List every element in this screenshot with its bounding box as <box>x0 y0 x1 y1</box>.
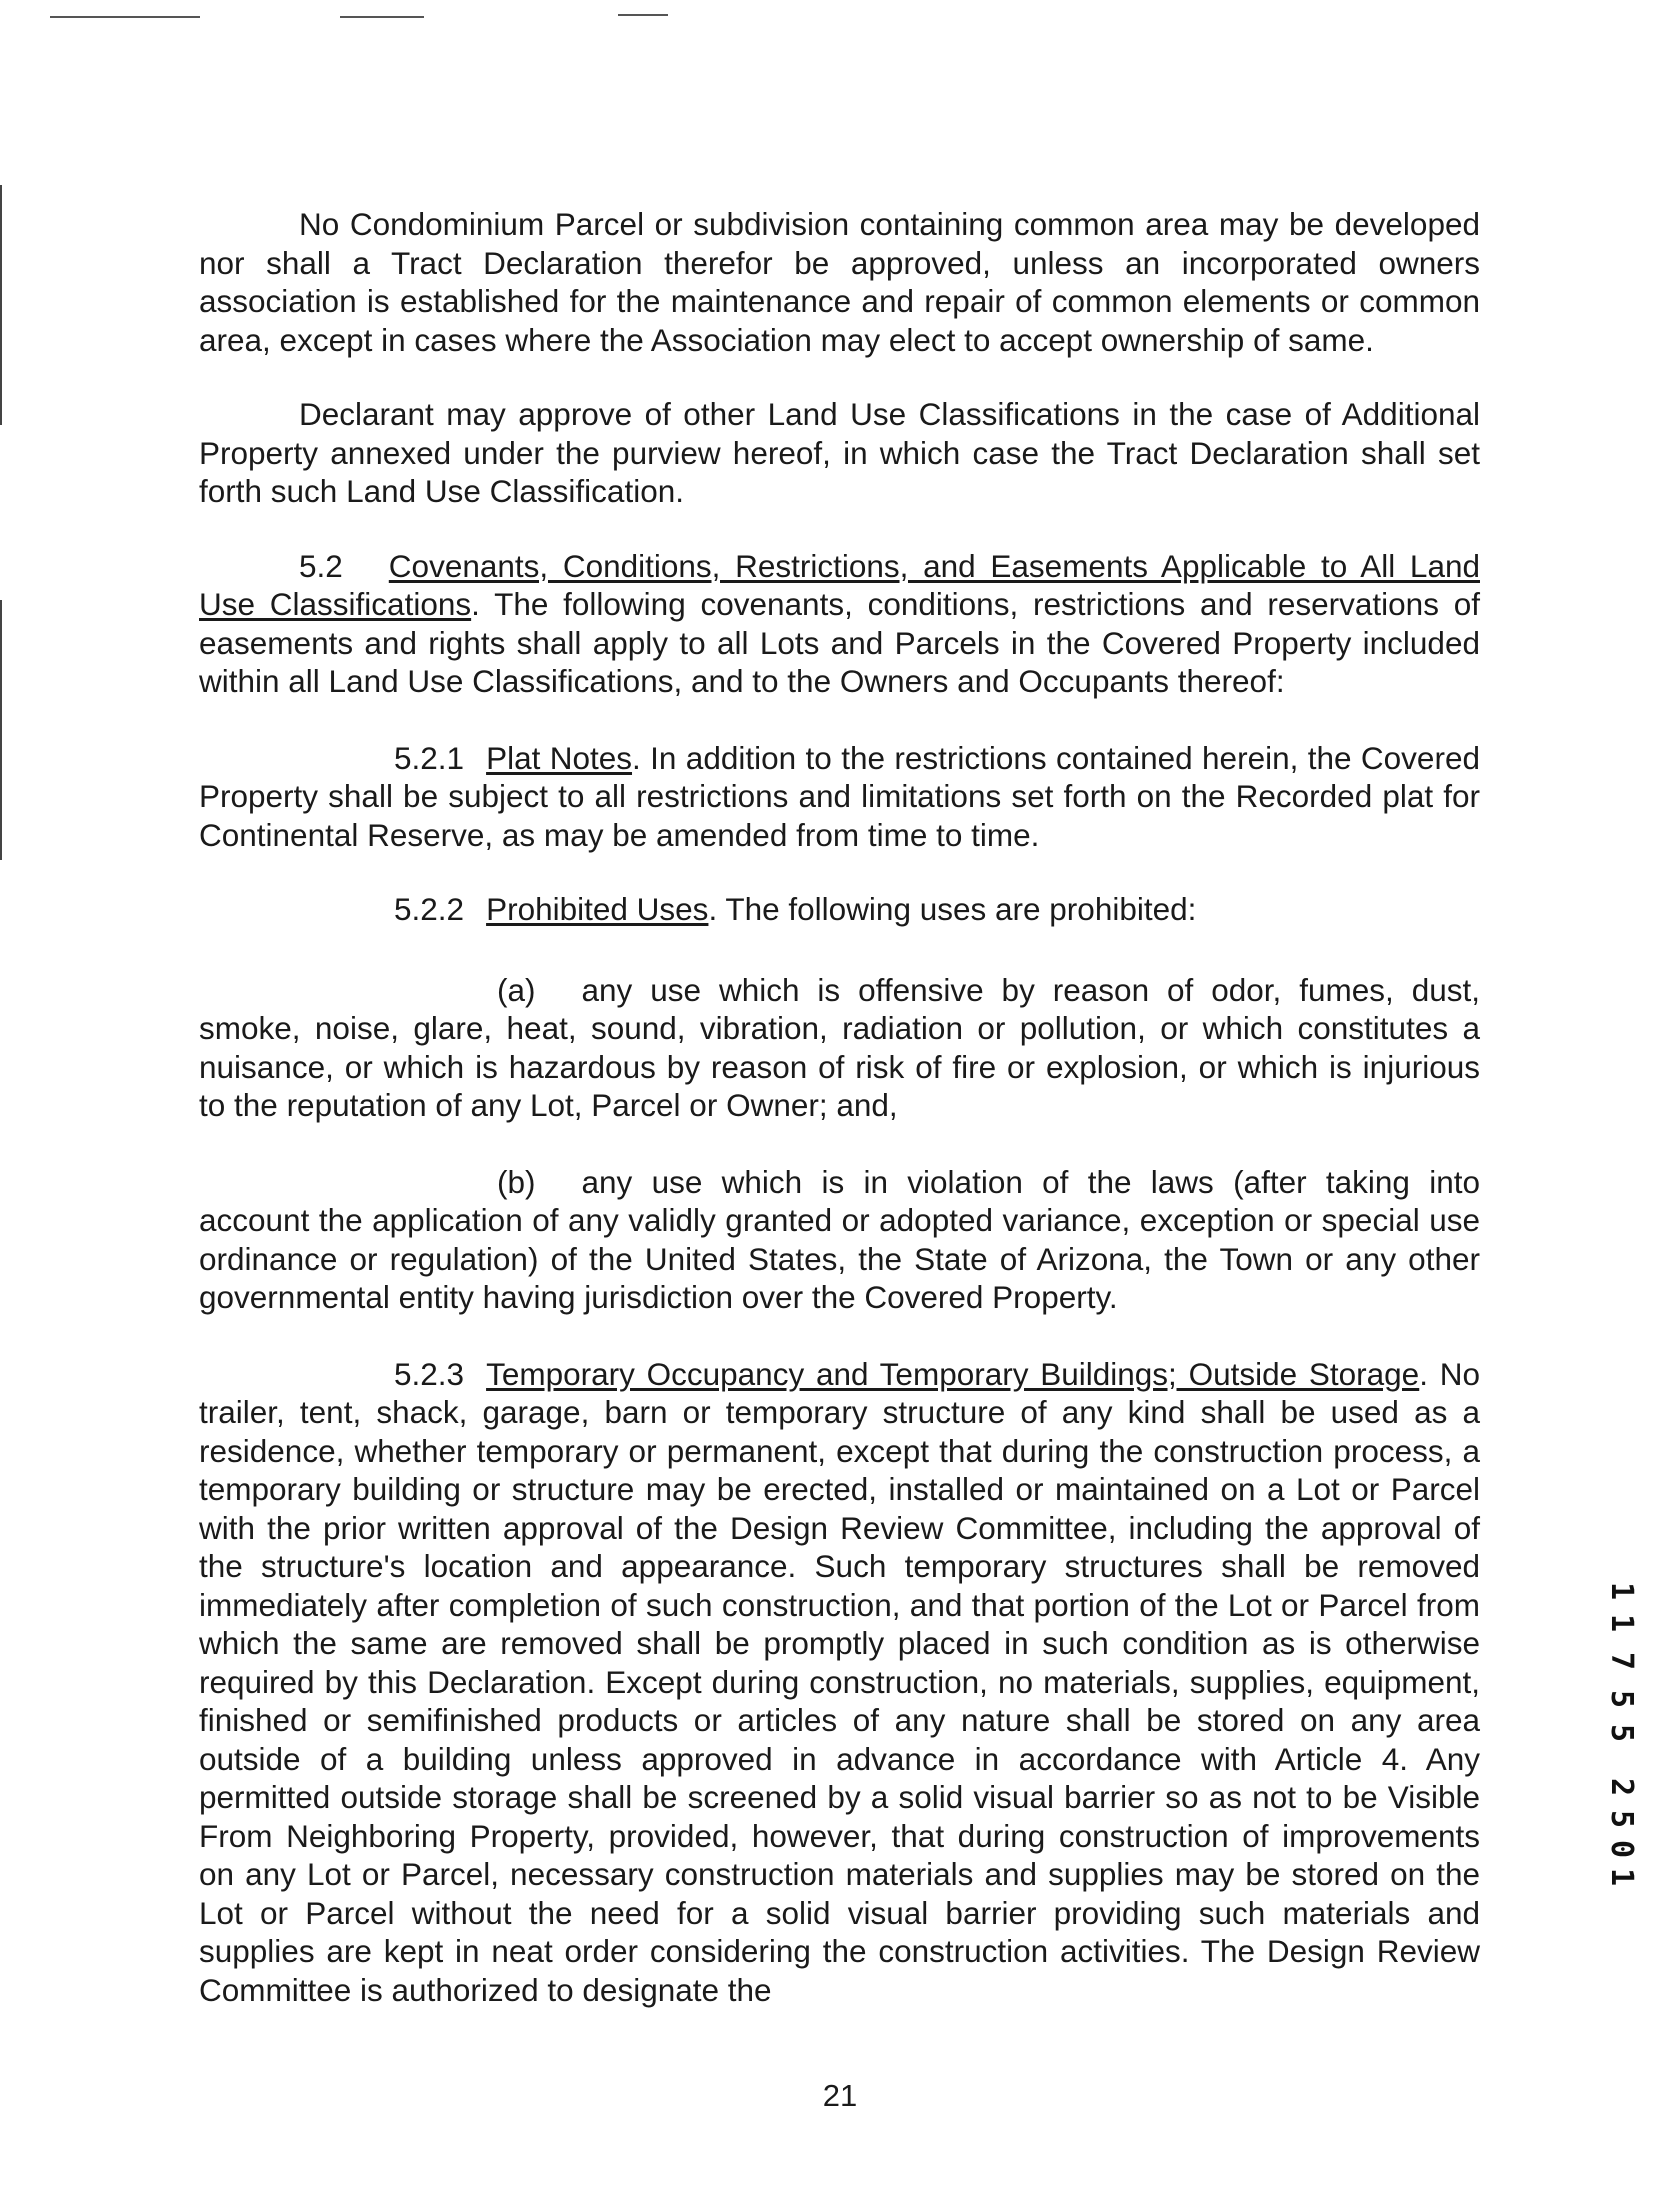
stamp-digit: 2 <box>1604 1777 1639 1797</box>
section-5-2-2 <box>199 890 1480 929</box>
section-text: . The following covenants, conditions, restrictions and reservations of easements and rights shall apply to all Lots and Parcels in the Covered Property included within all Land Use Classifications, and to the Owners and Occupants thereof: <box>199 586 1480 699</box>
list-item-a <box>199 971 1480 1125</box>
section-number: 5.2.3 <box>394 1355 465 1392</box>
scan-edge-mark <box>0 600 2 860</box>
scan-edge-mark <box>0 185 2 425</box>
section-number: 5.2 <box>299 547 343 584</box>
section-heading: Prohibited Uses <box>486 891 709 927</box>
section-text: . In addition to the restrictions contained herein, the Covered Property shall be subject to all restrictions and limitations set forth on the Recorded plat for Continental Reserve, as may be amended from time to time. <box>199 739 1480 853</box>
page-number: 21 <box>822 2078 858 2113</box>
section-heading: Temporary Occupancy and Temporary Buildings; Outside Storage <box>486 1355 1420 1392</box>
paragraph-declarant: Declarant may approve of other Land Use Classifications in the case of Additional Property annexed under the purview hereof, in which case the Tract Declaration shall set forth such Land Use Classification. <box>199 396 1480 509</box>
section-text: . The following uses are prohibited: <box>708 891 1197 927</box>
list-item-b <box>199 1163 1480 1317</box>
stamp-digit: 5 <box>1604 1809 1639 1829</box>
stamp-digit: 0 <box>1604 1839 1639 1859</box>
paragraph-condominium: No Condominium Parcel or subdivision containing common area may be developed nor shall a Tract Declaration therefor be approved, unless an incorporated owners association is established for the maintenance and repair of common elements or common area, except in cases where the Association may elect to accept ownership of same. <box>199 206 1480 358</box>
document-body <box>199 205 1480 2009</box>
list-text: any use which is in violation of the laws (after taking into account the application of any validly granted or adopted variance, exception or special use ordinance or regulation) of the United States, the State of Arizona, the Town or any other governmental entity having jurisdiction over the Covered Property. <box>199 1163 1480 1315</box>
scan-mark <box>340 16 424 18</box>
section-heading: Plat Notes <box>486 739 633 776</box>
stamp-digit: 1 <box>1604 1867 1639 1887</box>
section-5-2-3 <box>199 1355 1480 2010</box>
section-heading: Covenants, Conditions, Restrictions, and Easements Applicable to All Land Use Classifications <box>199 547 1480 622</box>
scan-mark <box>50 16 200 18</box>
section-number: 5.2.1 <box>394 739 465 776</box>
list-label: (b) <box>497 1163 536 1200</box>
stamp-digit: 5 <box>1604 1723 1639 1743</box>
stamp-digit: 1 <box>1604 1613 1639 1633</box>
section-5-2-1 <box>199 739 1480 855</box>
stamp-digit: 7 <box>1604 1651 1639 1671</box>
section-text: . No trailer, tent, shack, garage, barn or temporary structure of any kind shall be used as a residence, whether temporary or permanent, except that during the construction process, a temporary building or structure may be erected, installed or maintained on a Lot or Parcel with the prior written approval of the Design Review Committee, including the approval of the structure's location and appearance. Such temporary structures shall be removed immediately after completion of such construction, and that portion of the Lot or Parcel from which the same are removed shall be promptly placed in such condition as is otherwise required by this Declaration. Except during construction, no materials, supplies, equipment, finished or semifinished products or articles of any nature shall be stored on any area outside of a building unless approved in advance in accordance with Article 4. Any permitted outside storage shall be screened by a solid visual barrier so as not to be Visible From Neighboring Property, provided, however, that during construction of improvements on any Lot or Parcel, necessary construction materials and supplies may be stored on the Lot or Parcel without the need for a solid visual barrier providing such materials and supplies are kept in neat order considering the construction activities. The Design Review Committee is authorized to designate the <box>199 1355 1480 2008</box>
section-5-2 <box>199 547 1480 701</box>
list-text: any use which is offensive by reason of odor, fumes, dust, smoke, noise, glare, heat, sound, vibration, radiation or pollution, or which constitutes a nuisance, or which is hazardous by reason of risk of fire or explosion, or which is injurious to the reputation of any Lot, Parcel or Owner; and, <box>199 971 1480 1123</box>
list-label: (a) <box>497 971 536 1008</box>
scan-mark <box>618 14 668 16</box>
stamp-digit: 5 <box>1604 1689 1639 1709</box>
section-number: 5.2.2 <box>394 891 465 927</box>
recording-stamp <box>1597 1576 1645 1886</box>
stamp-digit: 1 <box>1604 1581 1639 1601</box>
